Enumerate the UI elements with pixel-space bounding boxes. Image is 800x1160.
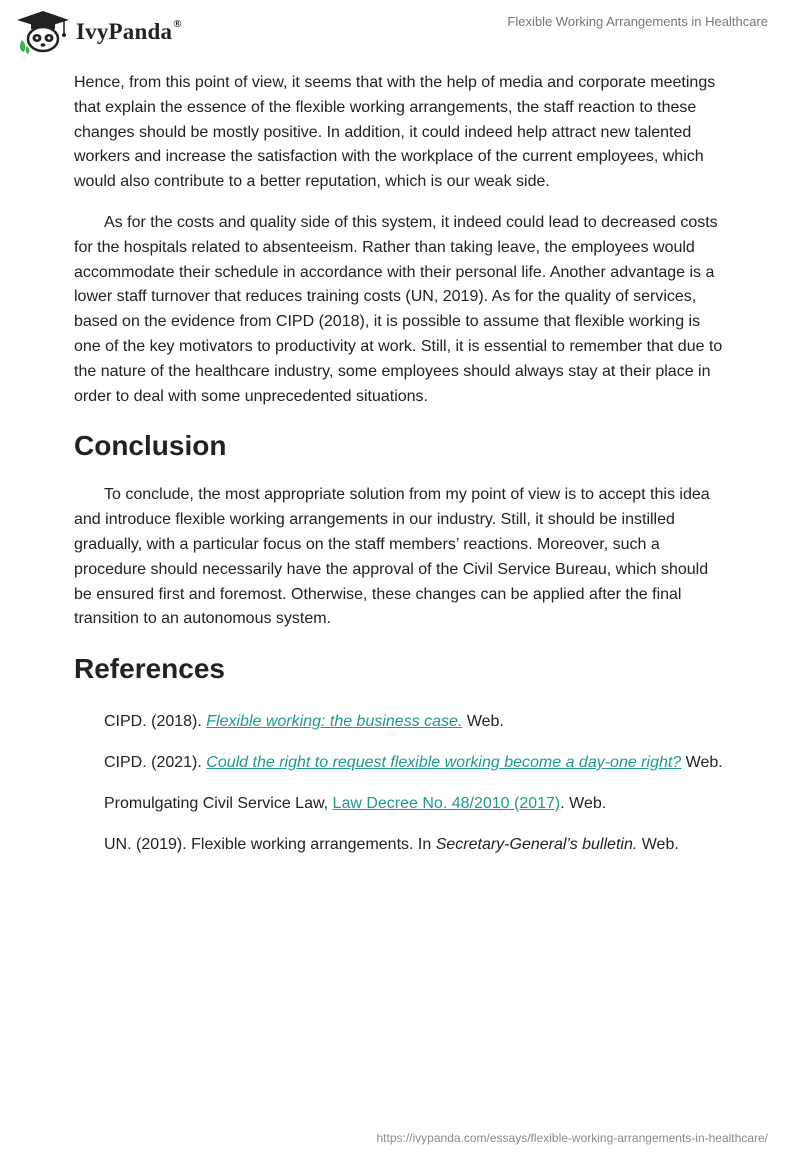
reference-source-title: Secretary-General’s bulletin. xyxy=(435,835,638,853)
reference-link[interactable]: Flexible working: the business case. xyxy=(206,713,463,731)
reference-item: Promulgating Civil Service Law, Law Decree No. 48/2010 (2017). Web. xyxy=(104,794,607,812)
reference-link[interactable]: Law Decree No. 48/2010 (2017) xyxy=(332,794,561,812)
references-heading: References xyxy=(74,653,225,685)
panda-graduate-icon xyxy=(14,8,72,54)
reference-link[interactable]: Could the right to request flexible working become a day-one right? xyxy=(206,753,682,771)
page-header xyxy=(0,0,800,60)
footer-url[interactable]: https://ivypanda.com/essays/flexible-working-arrangements-in-healthcare/ xyxy=(376,1131,768,1145)
registered-mark: ® xyxy=(173,17,182,30)
conclusion-heading: Conclusion xyxy=(74,430,227,462)
paragraph-costs-quality: As for the costs and quality side of this system, it indeed could lead to decreased costs for the hospitals related to absenteeism. Rather than taking leave, the employees would accommodate their schedule in accordance with their personal life. Another advantage is a lower staff turnover that reduces training costs (UN, 2019). As for the quality of services, based on the evidence from CIPD (2018), it is possible to assume that flexible working is one of the key motivators to productivity at work. Still, it is essential to remember that due to the nature of the healthcare industry, some employees should always stay at their place in order to deal with some unprecedented situations. xyxy=(74,213,723,405)
reference-item: UN. (2019). Flexible working arrangements. In Secretary-General’s bulletin. Web. xyxy=(104,835,679,853)
ivypanda-logo[interactable] xyxy=(14,8,182,54)
paragraph-conclusion: To conclude, the most appropriate solution from my point of view is to accept this idea and introduce flexible working arrangements in our industry. Still, it should be instilled gradually, with a particular focus on the staff members’ reactions. Moreover, such a procedure should necessarily have the approval of the Civil Service Bureau, which should be ensured first and foremost. Otherwise, these changes can be applied after the final transition to an autonomous system. xyxy=(74,486,710,628)
reference-item: CIPD. (2021). Could the right to request flexible working become a day-one right? Web. xyxy=(104,753,723,771)
essay-content xyxy=(74,71,730,873)
brand-name: IvyPanda® xyxy=(76,17,182,44)
paragraph-media-reaction: Hence, from this point of view, it seems that with the help of media and corporate meetings that explain the essence of the flexible working arrangements, the staff reaction to these changes should be mostly positive. In addition, it could indeed help attract new talented workers and increase the satisfaction with the workplace of the current employees, which would also contribute to a better reputation, which is our weak side. xyxy=(74,74,716,191)
document-title: Flexible Working Arrangements in Healthcare xyxy=(507,14,768,29)
reference-item: CIPD. (2018). Flexible working: the business case. Web. xyxy=(104,713,504,731)
